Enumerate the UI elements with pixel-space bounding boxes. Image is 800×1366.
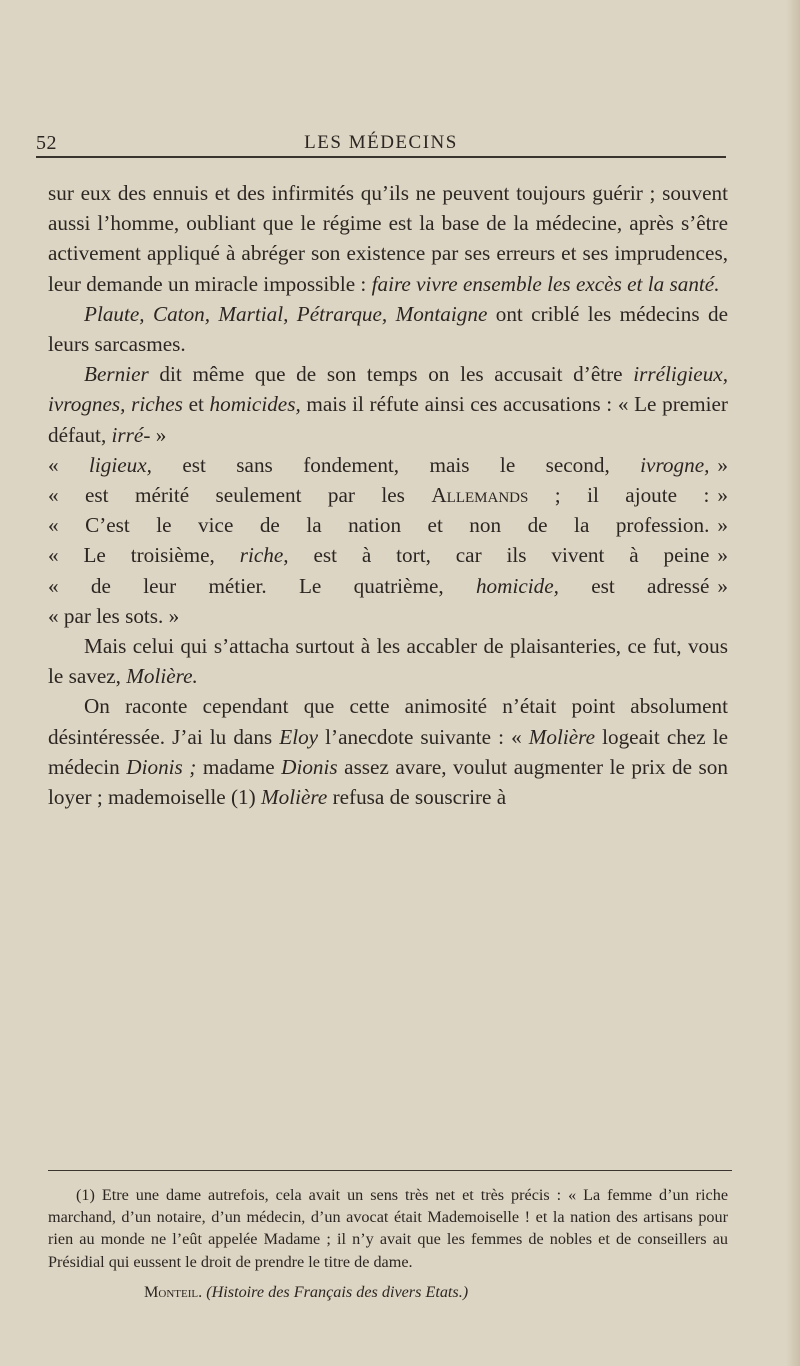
text-run: de leur métier. Le quatrième, bbox=[90, 573, 476, 598]
quote-mark: » bbox=[717, 483, 728, 508]
paragraph-5 bbox=[48, 691, 728, 812]
text-run: madame bbox=[196, 754, 282, 779]
italic-run: ligieux, bbox=[89, 452, 152, 477]
text-run: ont criblé les médecins de leurs sarcasmes. bbox=[48, 301, 728, 357]
paragraph-1 bbox=[48, 178, 728, 299]
text-run: C’est le vice de la nation et non de la profession. bbox=[85, 513, 710, 538]
quote-mark: » bbox=[717, 543, 728, 568]
text-run: est sans fondement, mais le second, bbox=[151, 452, 641, 477]
small-caps-run: Allemands bbox=[431, 483, 529, 508]
italic-run: Molière. bbox=[126, 664, 198, 689]
italic-run: irréligieux, ivrognes, riches bbox=[48, 362, 728, 417]
quote-mark: » bbox=[717, 513, 728, 538]
paragraph-4 bbox=[48, 631, 728, 691]
header-rule bbox=[36, 156, 726, 158]
italic-run: Eloy bbox=[279, 724, 319, 749]
italic-run: homicide, bbox=[475, 573, 559, 598]
italic-run: Dionis bbox=[281, 754, 338, 779]
italic-run: Bernier bbox=[84, 362, 149, 387]
paragraph-3 bbox=[48, 359, 728, 450]
page-number: 52 bbox=[36, 132, 57, 154]
text-run: assez avare, voulut augmenter le prix de son loyer ; mademoiselle (1) bbox=[48, 754, 728, 810]
text-run: Le troisième, bbox=[83, 543, 240, 568]
text-run: par les sots. » bbox=[63, 603, 180, 628]
footnote-text: (1) Etre une dame autrefois, cela avait un sens très net et très précis : « La femme d’un riche marchand, d’un notaire, d’un médecin, d’un avocat était Mademoiselle ! et la nation des artisans pour rien au monde ne l’eût appelée Madame ; il n’y avait que les femmes de nobles et de conseillers au Présidial qui eussent le droit de prendre le titre de dame. bbox=[48, 1186, 728, 1271]
italic-run: homicides, bbox=[209, 392, 301, 417]
text-run: ; il ajoute : bbox=[528, 483, 710, 508]
footnote-author: Monteil. bbox=[144, 1282, 203, 1301]
italic-run: riche, bbox=[239, 543, 289, 568]
text-run: dit même que de son temps on les accusait d’être bbox=[148, 362, 634, 387]
page-edge-shadow bbox=[786, 0, 800, 1366]
running-head: LES MÉDECINS bbox=[304, 132, 458, 153]
italic-run: Plaute, Caton, Martial, Pétrarque, Montaigne bbox=[84, 301, 488, 326]
quote-mark: « bbox=[48, 573, 91, 598]
italic-run: irré- bbox=[111, 422, 151, 447]
quote-mark: » bbox=[717, 573, 728, 598]
quote-mark: » bbox=[155, 422, 167, 447]
italic-run: Molière bbox=[528, 724, 596, 749]
text-run: est mérité seulement par les bbox=[85, 483, 432, 508]
footnote bbox=[48, 1184, 728, 1303]
paragraph-2 bbox=[48, 299, 728, 359]
text-run: Mais celui qui s’attacha surtout à les accabler de plaisanteries, ce fut, vous le savez, bbox=[48, 634, 728, 689]
quote-line-6 bbox=[48, 601, 728, 631]
footnote-rule bbox=[48, 1170, 732, 1171]
quote-mark: » bbox=[717, 452, 728, 477]
text-run: l’anecdote suivante : « bbox=[318, 724, 529, 749]
quote-line-1 bbox=[48, 450, 728, 480]
quote-mark: « bbox=[48, 603, 64, 628]
text-run: est adressé bbox=[558, 573, 710, 598]
italic-run: Molière bbox=[260, 785, 328, 810]
footnote-source: (Histoire des Français des divers Etats.) bbox=[206, 1282, 469, 1301]
quote-mark: « bbox=[48, 452, 89, 477]
quote-line-4 bbox=[48, 540, 728, 570]
quote-mark: « bbox=[48, 513, 86, 538]
italic-run: ivrogne, bbox=[640, 452, 710, 477]
body-text bbox=[48, 178, 728, 812]
quote-line-3 bbox=[48, 510, 728, 540]
text-run: On raconte cependant que cette animosité n’était point absolument désintéressée. J’ai lu dans bbox=[48, 694, 728, 749]
quote-line-2 bbox=[48, 480, 728, 510]
text-run: sur eux des ennuis et des infirmités qu’ils ne peuvent toujours guérir ; souvent aussi l’homme, oubliant que le régime est la base de la médecine, après s’être activement appliqué à abréger son existence par ses erreurs et ses imprudences, leur demande un miracle impossible : bbox=[48, 181, 728, 296]
text-run: refusa de souscrire à bbox=[327, 785, 507, 810]
italic-run: faire vivre ensemble les excès et la santé. bbox=[371, 271, 720, 296]
footnote-attribution bbox=[48, 1281, 728, 1303]
quote-mark: « bbox=[48, 483, 86, 508]
quote-mark: « bbox=[48, 543, 84, 568]
text-run: et bbox=[182, 392, 210, 417]
text-run: mais il réfute ainsi ces accusations : « Le premier défaut, bbox=[48, 392, 728, 447]
italic-run: Dionis ; bbox=[126, 754, 197, 779]
quote-line-5 bbox=[48, 571, 728, 601]
text-run: logeait chez le médecin bbox=[48, 724, 728, 779]
text-run: est à tort, car ils vivent à peine bbox=[288, 543, 710, 568]
